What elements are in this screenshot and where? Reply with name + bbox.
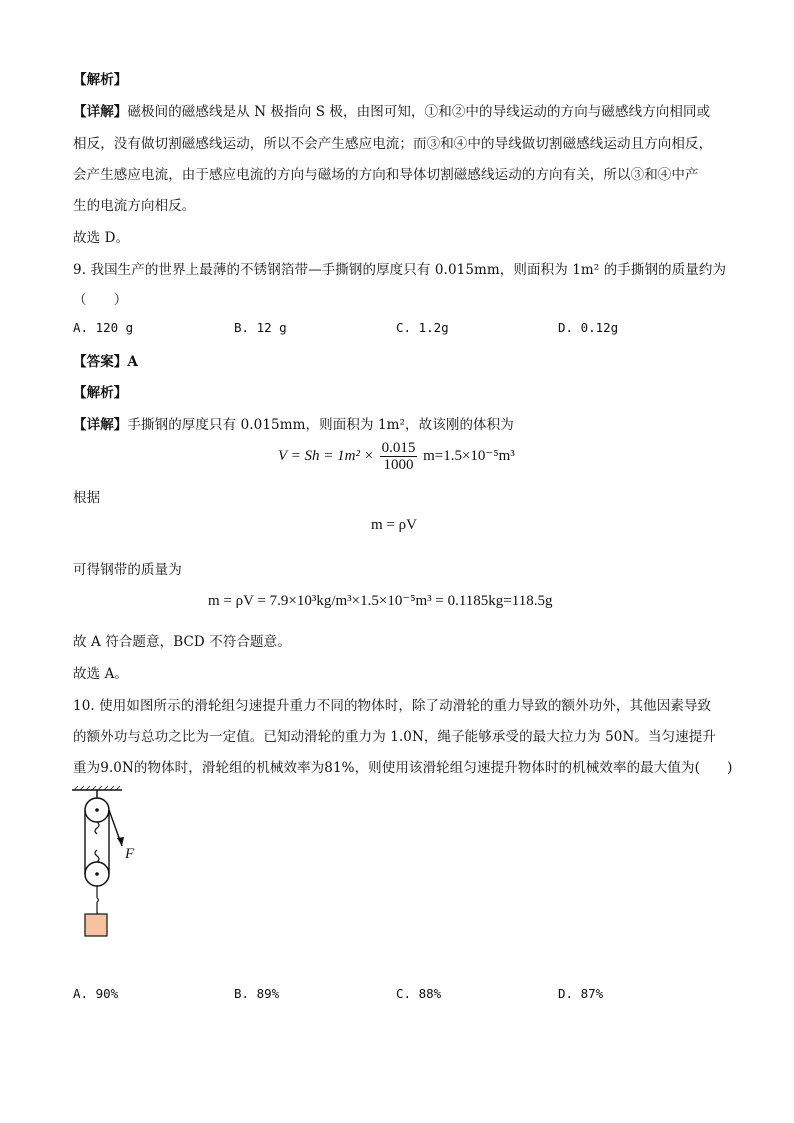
q9-density-equation: m = ρV xyxy=(371,517,417,533)
q9-eq1-numerator: 0.015 xyxy=(381,440,416,456)
q9-mass-equation: m = ρV = 7.9×10³kg/m³×1.5×10⁻⁵m³ = 0.1185kg=118.5g xyxy=(208,593,553,609)
q9-eq1-rhs: m=1.5×10⁻⁵m³ xyxy=(423,447,515,464)
q9-option-c: C. 1.2g xyxy=(396,320,449,335)
q9-xiangjie-line-1 xyxy=(73,413,514,433)
q8-xiangjie-tag: 【详解】 xyxy=(73,104,128,120)
q8-xiangjie-line-3: 会产生感应电流，由于感应电流的方向与磁场的方向和导体切割磁感线运动的方向有关，所以③和④中产 xyxy=(73,167,699,183)
q10-stem-line-1: 10. 使用如图所示的滑轮组匀速提升重力不同的物体时，除了动滑轮的重力导致的额外功外，其他因素导致 xyxy=(73,698,712,714)
q9-stem-line-2: （ ） xyxy=(73,292,128,308)
q9-answer-heading: 【答案】A xyxy=(73,354,138,370)
q8-xiangjie-text-1: 磁极间的磁感线是从 N 极指向 S 极，由图可知，①和②中的导线运动的方向与磁感线方向相同或 xyxy=(127,104,711,120)
q8-xiangjie-line-2: 相反，没有做切割磁感线运动，所以不会产生感应电流；而③和④中的导线做切割磁感线运动且方向相反， xyxy=(73,136,713,152)
q10-stem-line-3: 重为9.0N的物体时，滑轮组的机械效率为81%，则使用该滑轮组匀速提升物体时的机械效率的最大值为( ) xyxy=(73,760,733,776)
q9-xiangjie-text-1: 手撕钢的厚度只有 0.015mm，则面积为 1m²，故该刚的体积为 xyxy=(127,417,514,433)
q8-xiangjie-line-1 xyxy=(73,100,710,120)
pulley-system-figure xyxy=(70,786,150,942)
q9-volume-equation xyxy=(278,440,515,473)
q9-xiangjie-tag: 【详解】 xyxy=(73,417,128,433)
q8-xiangjie-line-4: 生的电流方向相反。 xyxy=(73,198,196,214)
q10-option-d: D. 87% xyxy=(558,986,604,1001)
q9-stem-line-1: 9. 我国生产的世界上最薄的不锈钢箔带—手撕钢的厚度只有 0.015mm，则面积为 1m² 的手撕钢的质量约为 xyxy=(73,262,727,278)
q10-stem-line-2: 的额外功与总功之比为一定值。已知动滑轮的重力为 1.0N，绳子能够承受的最大拉力为 50N。当匀速提升 xyxy=(73,729,716,745)
q9-option-b: B. 12 g xyxy=(234,320,287,335)
q9-conclusion: 故 A 符合题意，BCD 不符合题意。 xyxy=(73,634,291,650)
q8-jiexi-heading: 【解析】 xyxy=(73,72,128,88)
q9-genju: 根据 xyxy=(73,490,101,506)
force-label-f: F xyxy=(125,846,135,862)
q9-eq1-fraction xyxy=(380,440,418,473)
q9-option-d: D. 0.12g xyxy=(558,320,619,335)
q9-jiexi-heading: 【解析】 xyxy=(73,385,128,401)
q8-answer-line: 故选 D。 xyxy=(73,230,130,246)
load-block xyxy=(85,914,107,936)
q9-answer-line: 故选 A。 xyxy=(73,666,129,682)
q9-kede: 可得钢带的质量为 xyxy=(73,562,182,578)
q10-option-b: B. 89% xyxy=(234,986,280,1001)
q10-option-a: A. 90% xyxy=(73,986,119,1001)
q9-eq1-denominator: 1000 xyxy=(383,457,414,473)
q9-eq1-lhs: V = Sh = 1m² × xyxy=(278,447,374,464)
q9-option-a: A. 120 g xyxy=(73,320,134,335)
q10-option-c: C. 88% xyxy=(396,986,442,1001)
